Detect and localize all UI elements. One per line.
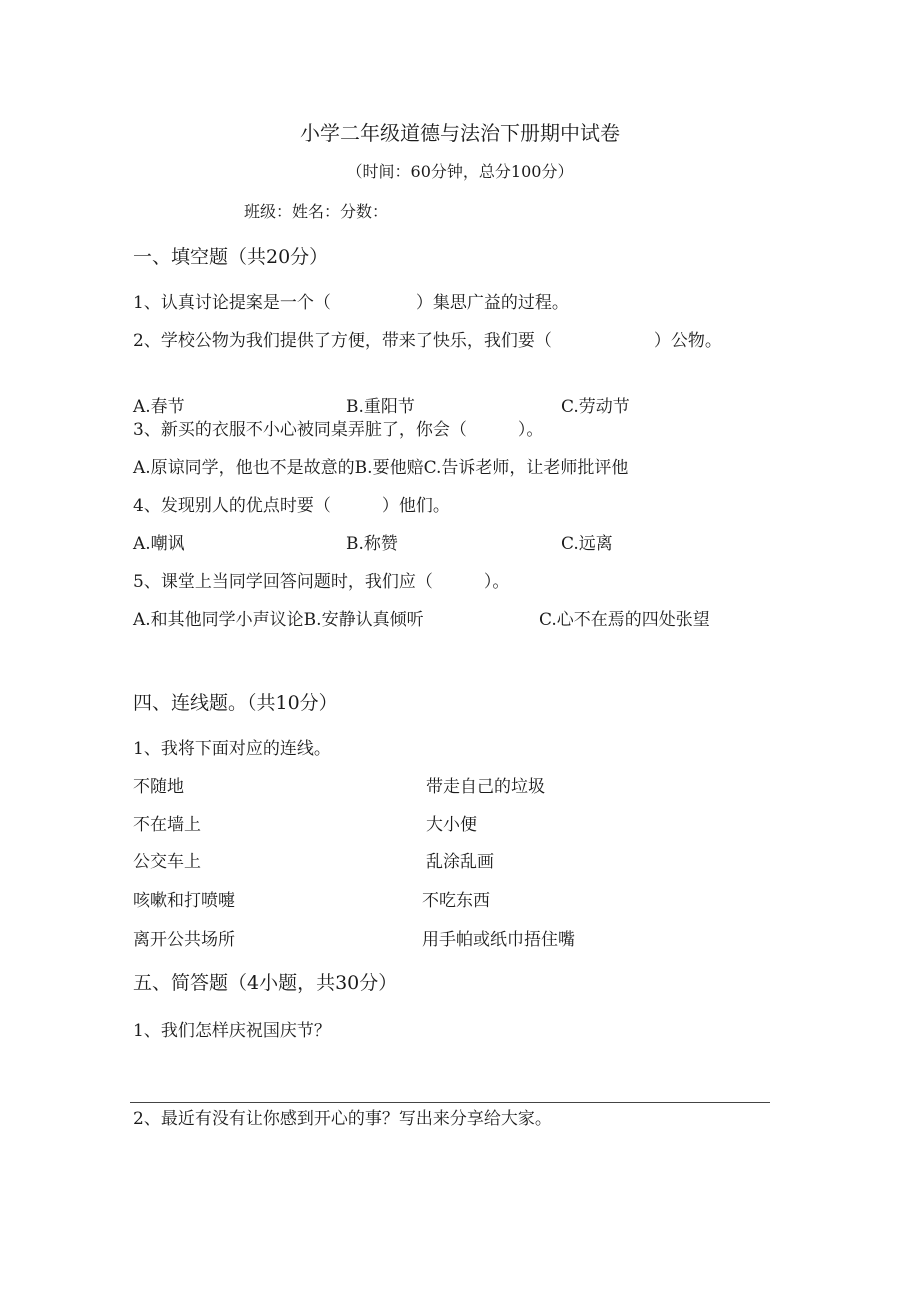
question-1-4: 4、发现别人的优点时要（ ）他们。 <box>133 496 450 516</box>
q5-option-c: C.心不在焉的四处张望 <box>539 610 710 630</box>
match-left-item: 咳嗽和打喷嚏 <box>133 891 235 911</box>
question-5-1: 1、我们怎样庆祝国庆节？ <box>133 1021 331 1041</box>
match-right-item: 带走自己的垃圾 <box>426 777 545 797</box>
q2-option-a: A.春节 <box>133 397 185 417</box>
answer-line <box>130 1102 770 1103</box>
section-heading-short-answer: 五、简答题（4小题，共30分） <box>133 972 398 994</box>
student-info-line: 班级：姓名：分数： <box>244 202 389 221</box>
question-1-1: 1、认真讨论提案是一个（ ）集思广益的过程。 <box>133 293 569 313</box>
match-left-item: 公交车上 <box>133 852 201 872</box>
match-right-item: 乱涂乱画 <box>426 852 494 872</box>
q3-options: A.原谅同学，他也不是故意的B.要他赔C.告诉老师，让老师批评他 <box>133 458 629 478</box>
q4-option-b: B.称赞 <box>346 534 398 554</box>
match-left-item: 离开公共场所 <box>133 930 235 950</box>
match-left-item: 不在墙上 <box>133 815 201 835</box>
q4-option-c: C.远离 <box>561 534 613 554</box>
page-title: 小学二年级道德与法治下册期中试卷 <box>300 121 620 145</box>
section-heading-fill-blank: 一、填空题（共20分） <box>133 246 329 268</box>
q2-option-c: C.劳动节 <box>561 397 630 417</box>
question-1-5: 5、课堂上当同学回答问题时，我们应（ ）。 <box>133 572 510 592</box>
question-1-2: 2、学校公物为我们提供了方便，带来了快乐，我们要（ ）公物。 <box>133 331 722 351</box>
q4-option-a: A.嘲讽 <box>133 534 185 554</box>
q5-options-ab: A.和其他同学小声议论B.安静认真倾听 <box>133 610 424 630</box>
match-right-item: 不吃东西 <box>422 891 490 911</box>
q2-option-b: B.重阳节 <box>346 397 415 417</box>
match-right-item: 大小便 <box>426 815 477 835</box>
question-1-3: 3、新买的衣服不小心被同桌弄脏了，你会（ ）。 <box>133 420 544 440</box>
question-5-2: 2、最近有没有让你感到开心的事？写出来分享给大家。 <box>133 1109 552 1129</box>
match-left-item: 不随地 <box>133 777 184 797</box>
page-subtitle: （时间：60分钟，总分100分） <box>346 162 574 181</box>
match-right-item: 用手帕或纸巾捂住嘴 <box>422 930 575 950</box>
section-heading-matching: 四、连线题。（共10分） <box>133 692 338 714</box>
question-4-1: 1、我将下面对应的连线。 <box>133 739 331 759</box>
